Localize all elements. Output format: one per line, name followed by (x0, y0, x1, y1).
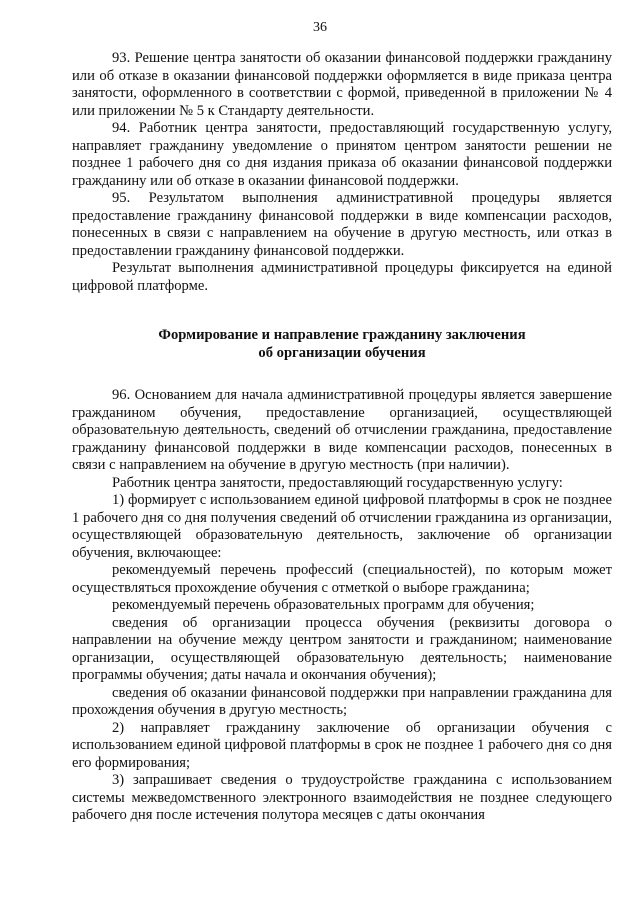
list-item-professions: рекомендуемый перечень профессий (специальностей), по которым может осуществляться прохождение обучения с отметкой о выборе гражданина; (72, 562, 612, 596)
section-heading-line-1: Формирование и направление гражданину заключения (158, 327, 526, 343)
paragraph-94: 94. Работник центра занятости, предоставляющий государственную услугу, направляет гражданину уведомление о принятом центром занятости решении не позднее 1 рабочего дня со дня издания приказа об оказании финансовой поддержки гражданину или об отказе в оказании финансовой поддержки. (72, 120, 612, 189)
section-heading (72, 327, 612, 362)
section-heading-line-2: об организации обучения (258, 344, 426, 361)
paragraph-worker: Работник центра занятости, предоставляющий государственную услугу: (112, 474, 563, 491)
list-item-financial: сведения об оказании финансовой поддержки при направлении гражданина для прохождения обучения в другую местность; (72, 684, 612, 718)
list-item-1: 1) формирует с использованием единой цифровой платформы в срок не позднее 1 рабочего дня со дня получения сведений об отчислении гражданина из организации, осуществляющей образовательную деятельность, заключение об организации обучения, включающее: (72, 492, 612, 561)
document-body (72, 50, 612, 825)
paragraph-95: 95. Результатом выполнения административной процедуры является предоставление гражданину финансовой поддержки в виде компенсации расходов, понесенных в связи с направлением на обучение в другую местность, или отказ в предоставлении гражданину финансовой поддержки. (72, 190, 612, 259)
list-item-3: 3) запрашивает сведения о трудоустройстве гражданина с использованием системы межведомственного электронного взаимодействия не позднее следующего рабочего дня после истечения полутора месяцев с даты окончания (72, 772, 612, 823)
paragraph-96: 96. Основанием для начала административной процедуры является завершение гражданином обучения, предоставление организацией, осуществляющей образовательную деятельность, сведений об отчислении гражданина, предоставление гражданину финансовой поддержки в виде компенсации расходов, понесенных в связи с направлением на обучение в другую местность (при наличии). (72, 387, 612, 473)
paragraph-93: 93. Решение центра занятости об оказании финансовой поддержки гражданину или об отказе в оказании финансовой поддержки оформляется в виде приказа центра занятости, оформленного в соответствии с формой, приведенной в приложении № 4 или приложении № 5 к Стандарту деятельности. (72, 50, 612, 119)
paragraph-result: Результат выполнения административной процедуры фиксируется на единой цифровой платформе. (72, 260, 612, 294)
list-item-process: сведения об организации процесса обучения (реквизиты договора о направлении на обучение между центром занятости и гражданином; наименование организации, осуществляющей образовательную деятельность; наименование программы обучения; даты начала и окончания обучения); (72, 614, 612, 683)
page-number: 36 (313, 20, 327, 35)
list-item-programs: рекомендуемый перечень образовательных программ для обучения; (112, 597, 535, 613)
list-item-2: 2) направляет гражданину заключение об организации обучения с использованием единой цифровой платформы в срок не позднее 1 рабочего дня со дня его формирования; (72, 719, 612, 771)
